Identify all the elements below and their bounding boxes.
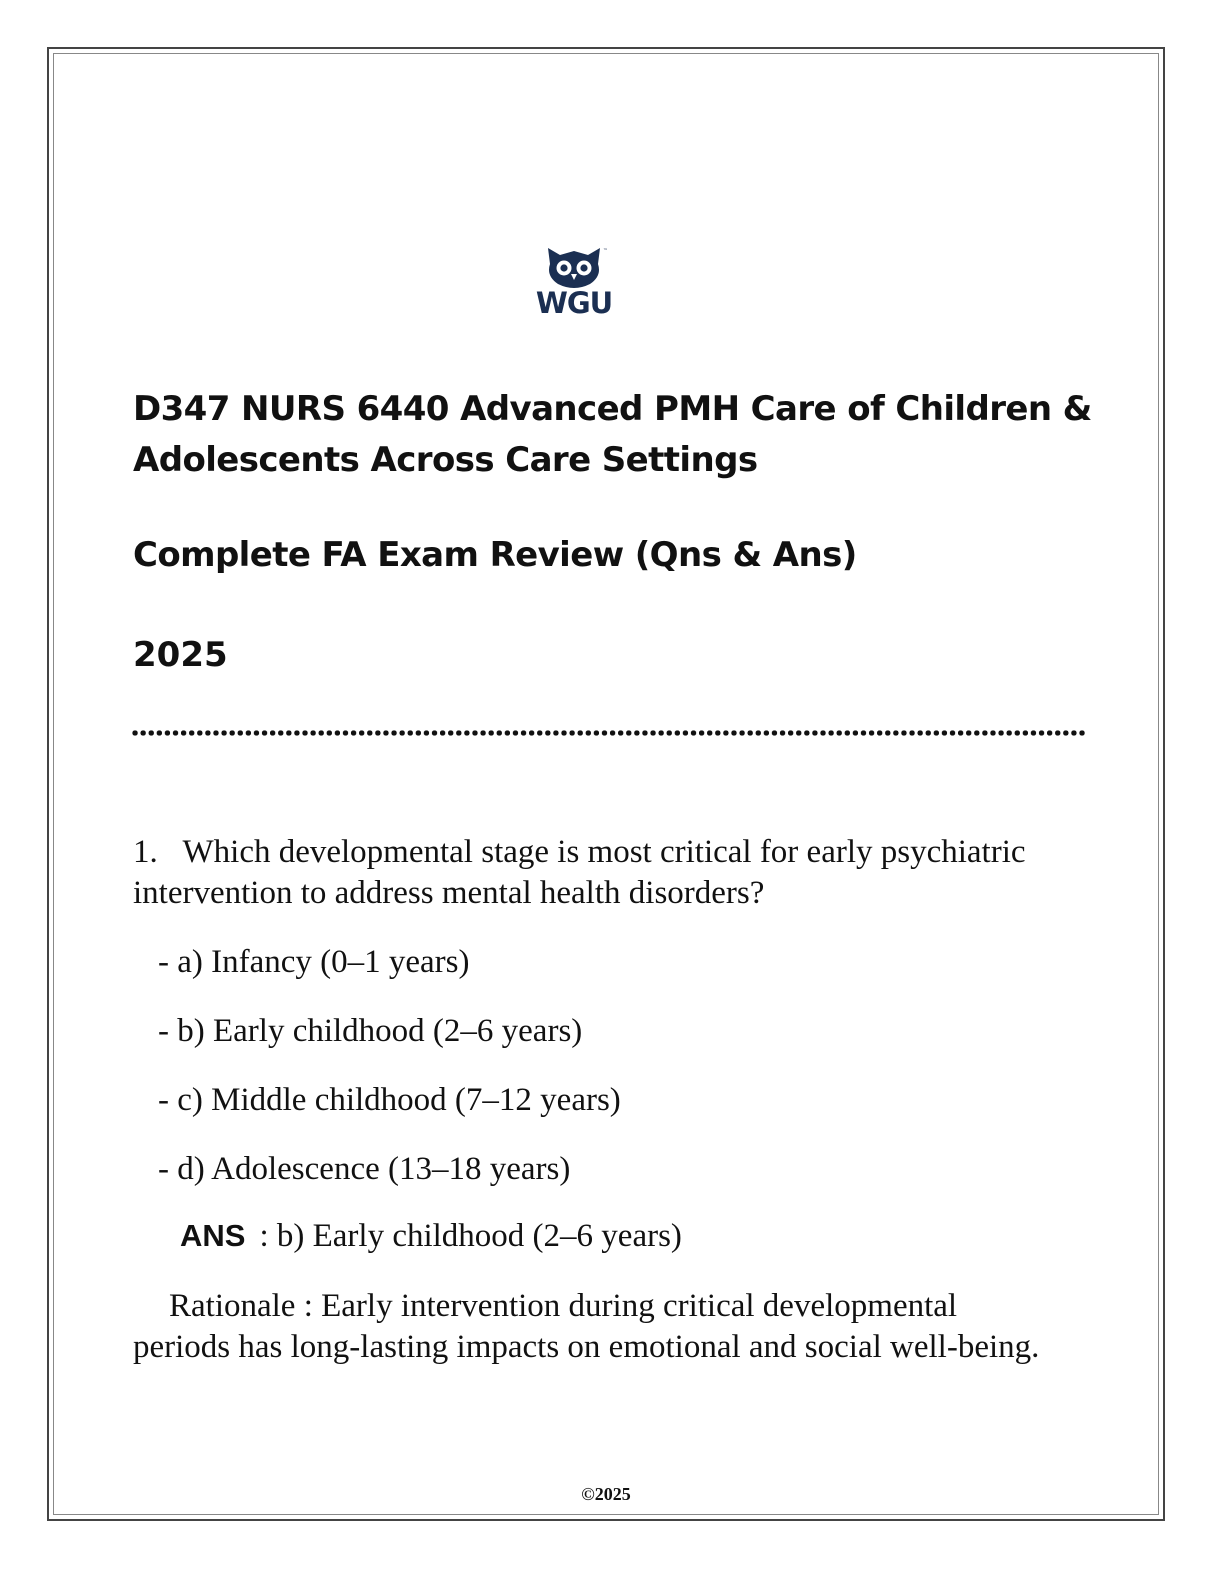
option-a: - a) Infancy (0–1 years) [158,944,470,980]
answer-label: ANS [180,1218,246,1253]
option-d: - d) Adolescence (13–18 years) [158,1151,571,1187]
footer-copyright: ©2025 [581,1484,631,1504]
dotted-divider [131,729,1085,737]
document-subtitle: Complete FA Exam Review (Qns & Ans) [133,535,857,575]
option-c: - c) Middle childhood (7–12 years) [158,1082,621,1118]
option-b: - b) Early childhood (2–6 years) [158,1013,583,1049]
svg-text:™: ™ [603,248,608,254]
question-text [133,832,1053,914]
answer-line [180,1216,682,1256]
owl-icon [526,246,622,290]
logo-text: WGU [535,286,613,320]
document-title: D347 NURS 6440 Advanced PMH Care of Children & Adolescents Across Care Settings [133,389,1092,480]
document-year: 2025 [133,635,228,675]
question-body: Which developmental stage is most critical for early psychiatric intervention to address mental health disorders? [133,834,1026,911]
wgu-logo [526,246,622,322]
answer-text: : b) Early childhood (2–6 years) [259,1218,682,1254]
rationale-text: Rationale : Early intervention during critical developmental periods has long-lasting impacts on emotional and social well-being. [133,1288,1040,1365]
question-number: 1. [133,834,158,870]
